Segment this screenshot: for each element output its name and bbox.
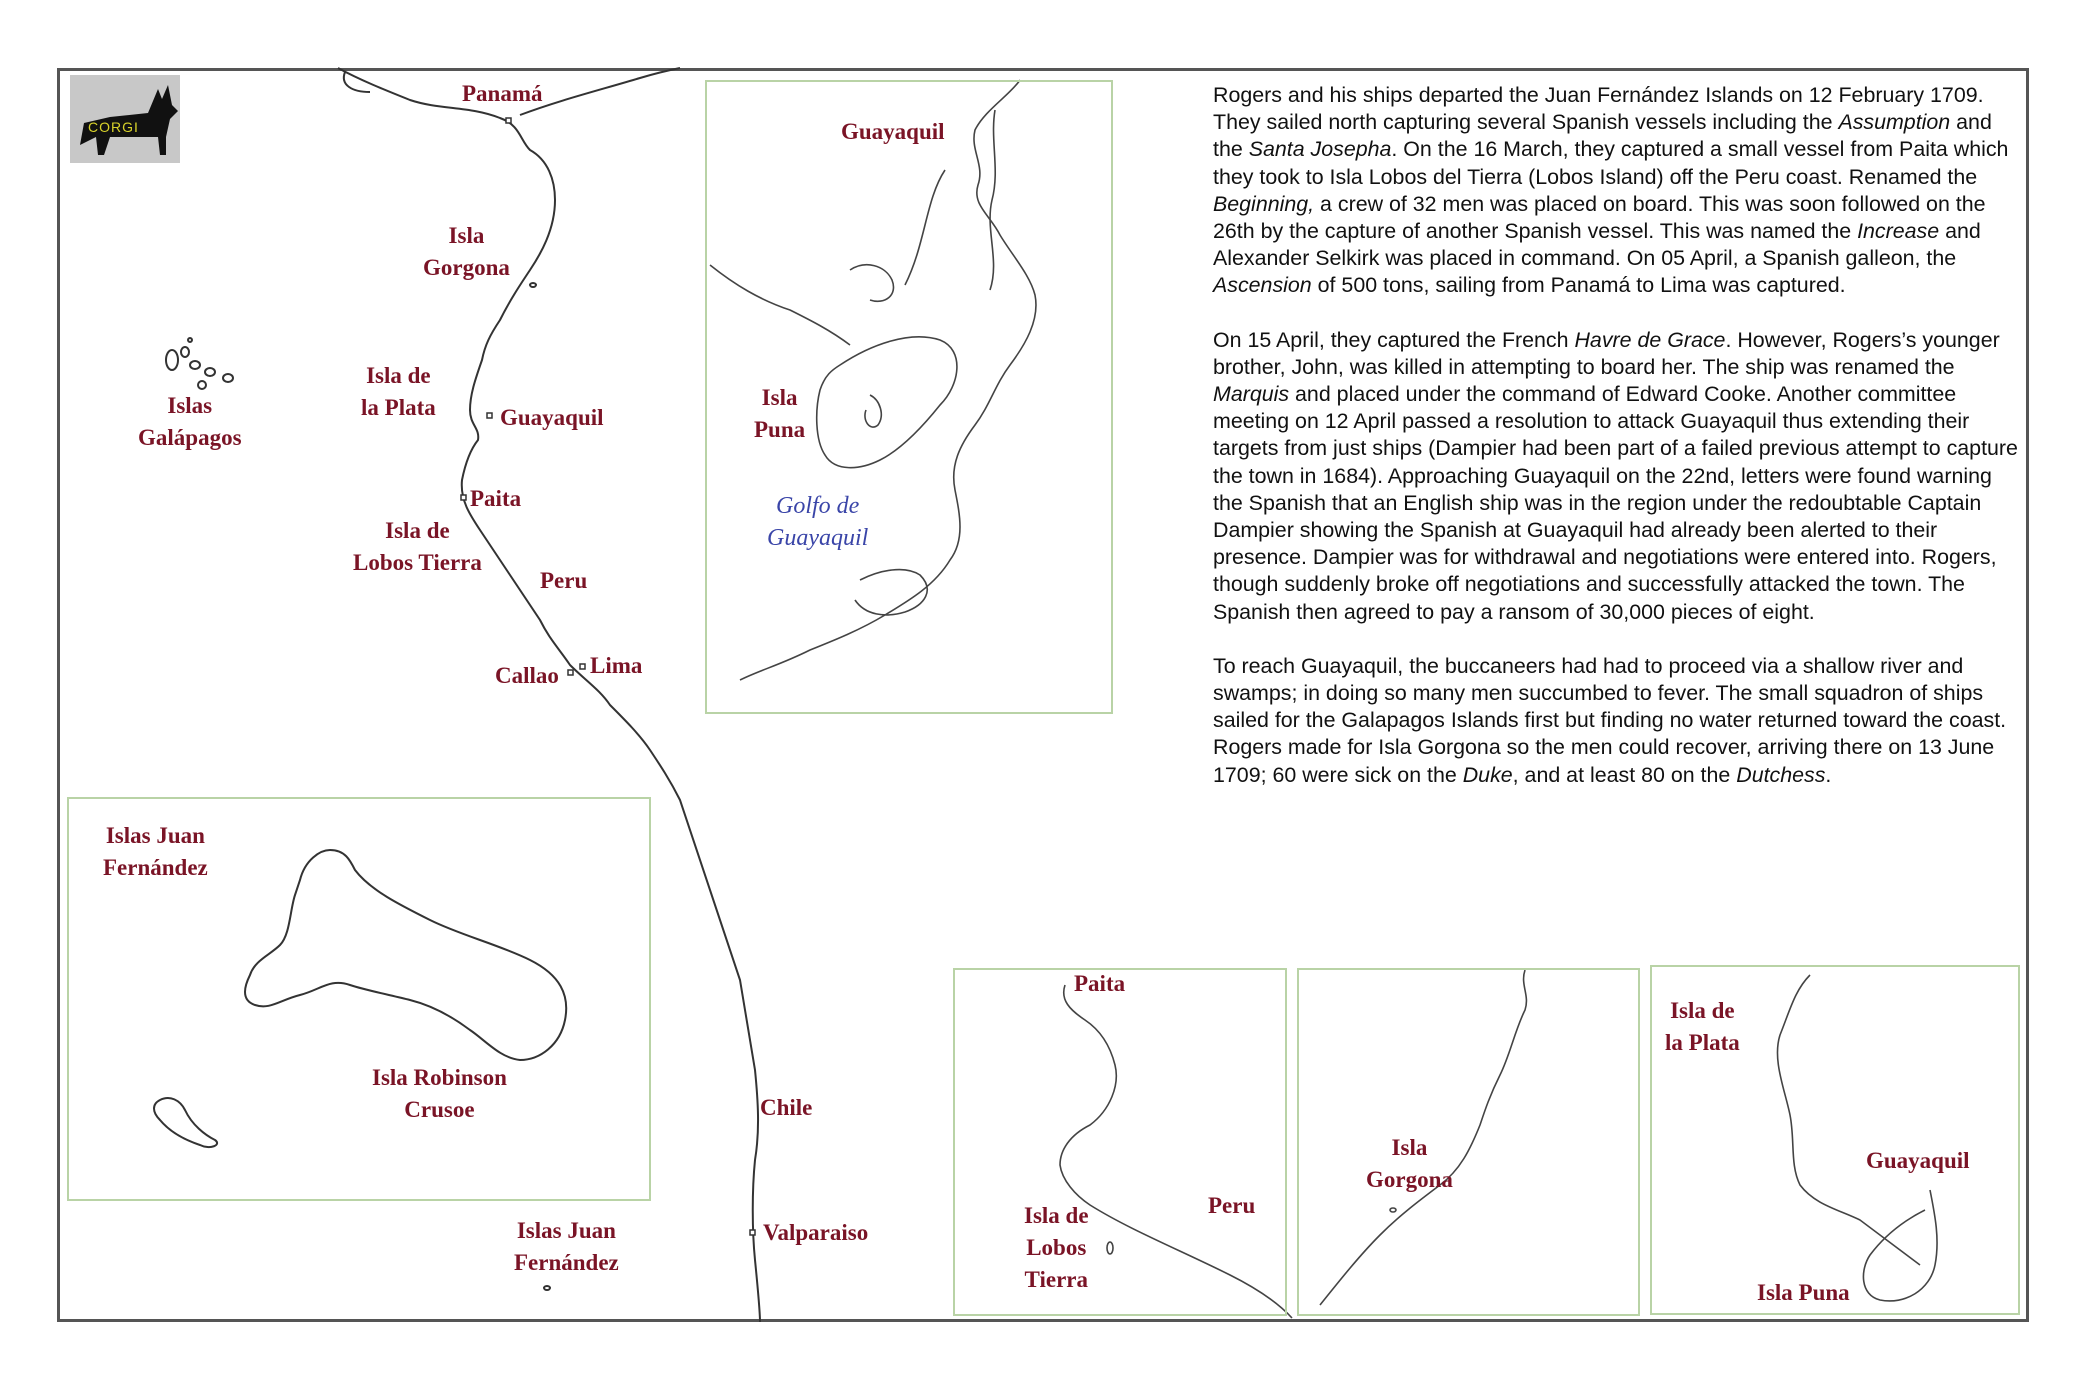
inset-label-robinson: Isla Robinson Crusoe [372,1065,507,1122]
logo-text: CORGI [88,119,139,135]
ship-name: Santa Josepha [1248,137,1392,162]
callao-marker [568,670,573,675]
valparaiso-marker [750,1230,755,1235]
inset-label-puna: Isla Puna [754,385,806,442]
ship-name: Ascension [1213,273,1312,298]
inset-label-plata: Isla de la Plata [1665,998,1740,1055]
label-plata: Isla de la Plata [361,363,436,420]
ship-name: Duke [1462,762,1513,787]
panama-marker [506,118,511,123]
label-peru: Peru [540,568,588,593]
narrative-paragraph-2 [1213,327,2021,626]
ship-name: Havre de Grace [1574,327,1726,352]
narrative-paragraph-1 [1213,82,2021,300]
galapagos-islands [166,338,233,389]
inset-label-peru: Peru [1208,1193,1256,1218]
text-run: a crew of 32 men was placed on board. This was soon followed on the 26th by the capture of another Spanish vessel. This was named the [1213,191,1986,244]
text-run: , and at least 80 on the [1512,762,1737,787]
inset-label-golfo: Golfo de Guayaquil [767,493,869,551]
ship-name: Assumption [1838,110,1951,135]
text-run: To reach Guayaquil, the buccaneers had had to proceed via a shallow river and swamps; in doing so many men succumbed to fever. The small squadron of ships sailed for the Galapagos Islands first but finding no water returned toward the coast. Rogers made for Isla Gorgona so the men could recover, arriving there on 13 June 1709; 60 were sick on the [1213,653,2007,787]
ship-name: Marquis [1213,382,1290,407]
text-run: Rogers and his ships departed the Juan Fernández Islands on 12 February 1709. They sailed north capturing several Spanish vessels including the [1213,83,1984,135]
text-run: of 500 tons, sailing from Panamá to Lima was captured. [1311,273,1846,298]
label-lima: Lima [590,653,643,678]
label-galapagos: Islas Galápagos [138,393,242,450]
lima-marker [580,664,585,669]
label-paita: Paita [470,486,522,511]
label-chile: Chile [760,1095,813,1120]
text-run: and Alexander Selkirk was placed in command. On 05 April, a Spanish galleon, the [1213,219,1981,271]
label-valparaiso: Valparaiso [763,1220,869,1245]
text-run: and placed under the command of Edward Cooke. Another committee meeting on 12 April passed a resolution to attack Guayaquil thus extending their targets from just ships (Dampier had been part of a failed previous attempt to capture the town in 1684). Approaching Guayaquil on the 22nd, letters were found warning the Spanish that an English ship was in the region under the redoubtable Captain Dampier showing the Spanish at Guayaquil had already been alerted to their presence. Dampier was for withdrawal and negotiations were entered into. Rogers, though suddenly broke off negotiations and successfully attacked the town. The Spanish then agreed to pay a ransom of 30,000 pieces of eight. [1213,382,2018,624]
gorgona-island [530,283,536,287]
text-run: . On the 16 March, they captured a small vessel from Paita which they took to Isla Lobos del Tierra (Lobos Island) off the Peru coast. Renamed the [1213,137,2009,189]
label-lobos: Isla de Lobos Tierra [353,518,482,575]
inset-label-puna2: Isla Puna [1757,1280,1850,1305]
narrative-paragraph-3 [1213,653,2021,789]
text-run: . [1825,762,1832,787]
inset-paita [953,968,1287,1316]
label-juan-fernandez: Islas Juan Fernández [514,1218,619,1275]
text-run: . However, Rogers’s younger brother, John, was killed in attempting to board her. The ship was renamed the [1213,327,2000,379]
inset-label-paita: Paita [1074,971,1126,996]
paita-marker [461,495,466,500]
guayaquil-marker [487,413,492,418]
label-gorgona: Isla Gorgona [423,223,510,280]
inset-label-lobos: Isla de Lobos Tierra [1024,1203,1089,1292]
ship-name: Dutchess [1736,762,1826,787]
inset-label-guayaquil2: Guayaquil [1866,1148,1970,1173]
text-run: On 15 April, they captured the French [1213,327,1575,352]
text-run: and the [1213,110,1992,162]
narrative-text [1213,82,2021,816]
north-coast [520,68,680,115]
label-guayaquil: Guayaquil [500,405,604,430]
label-panama: Panamá [462,81,543,106]
ship-name: Increase [1857,219,1940,244]
inset-label-guayaquil: Guayaquil [841,119,945,144]
inset-label-gorgona: Isla Gorgona [1366,1135,1453,1192]
juan-fernandez-dot [544,1286,550,1290]
ship-name: Beginning, [1213,191,1315,216]
label-callao: Callao [495,663,559,688]
inset-gorgona [1297,968,1640,1316]
inset-label-jf-title: Islas Juan Fernández [103,823,208,880]
